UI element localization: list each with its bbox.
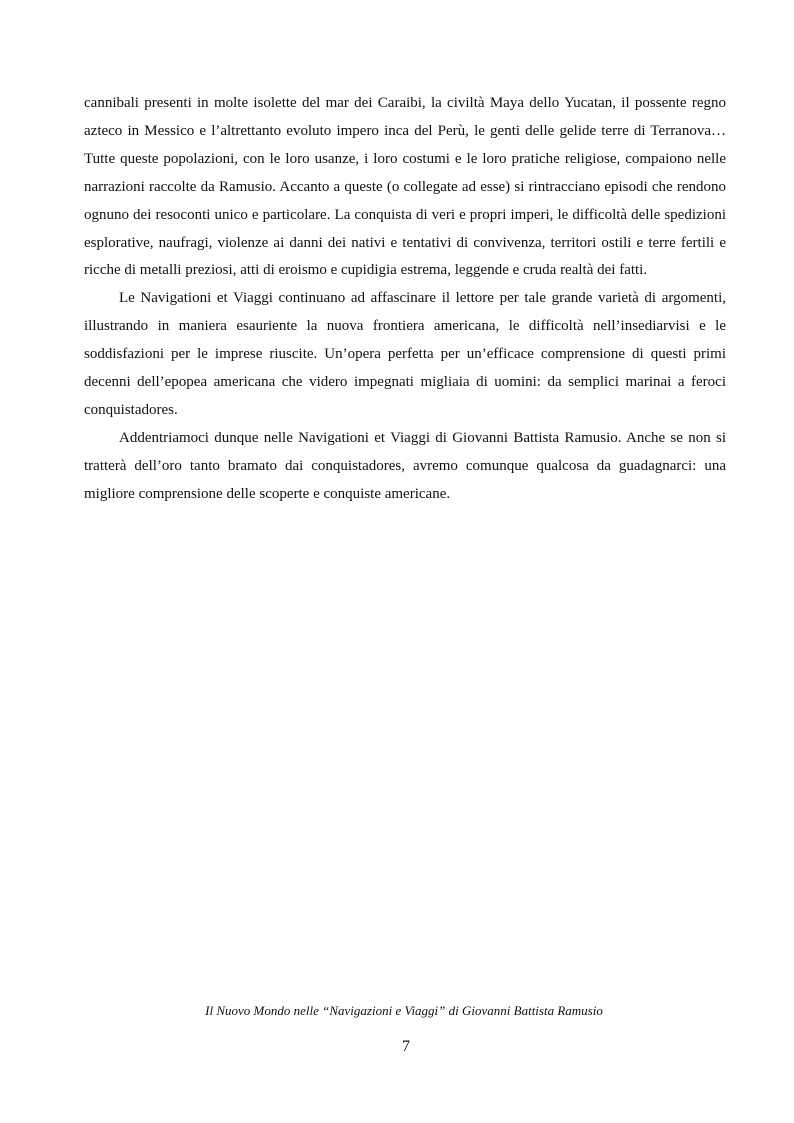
running-footer-title: Il Nuovo Mondo nelle “Navigazioni e Viaggi” di Giovanni Battista Ramusio: [205, 1003, 603, 1018]
paragraph-navigationi: Le Navigationi et Viaggi continuano ad affascinare il lettore per tale grande varietà di argomenti, illustrando in maniera esauriente la nuova frontiera americana, le difficoltà nell’insediarvisi e le soddisfazioni per le imprese riuscite. Un’opera perfetta per un’efficace comprensione di questi primi decenni dell’epopea americana che videro impegnati migliaia di uomini: da semplici marinai a feroci conquistadores.: [84, 290, 726, 418]
paragraph-continuation: cannibali presenti in molte isolette del mar dei Caraibi, la civiltà Maya dello Yucatan, il possente regno azteco in Messico e l’altrettanto evoluto impero inca del Perù, le genti delle gelide terre di Terranova… Tutte queste popolazioni, con le loro usanze, i loro costumi e le loro pratiche religiose, compaiono nelle narrazioni raccolte da Ramusio. Accanto a queste (o collegate ad esse) si rintracciano episodi che rendono ognuno dei resoconti unico e particolare. La conquista di veri e propri imperi, le difficoltà delle spedizioni esplorative, naufragi, violenze ai danni dei nativi e tentativi di convivenza, territori ostili e terre fertili e ricche di metalli preziosi, atti di eroismo e cupidigia estrema, leggende e cruda realtà dei fatti.: [84, 95, 726, 279]
body-text: [84, 90, 726, 509]
paragraph-addentriamoci: Addentriamoci dunque nelle Navigationi et Viaggi di Giovanni Battista Ramusio. Anche se non si tratterà dell’oro tanto bramato dai conquistadores, avremo comunque qualcosa da guadagnarci: una migliore comprensione delle scoperte e conquiste americane.: [84, 429, 726, 502]
page-number: 7: [402, 1038, 410, 1055]
